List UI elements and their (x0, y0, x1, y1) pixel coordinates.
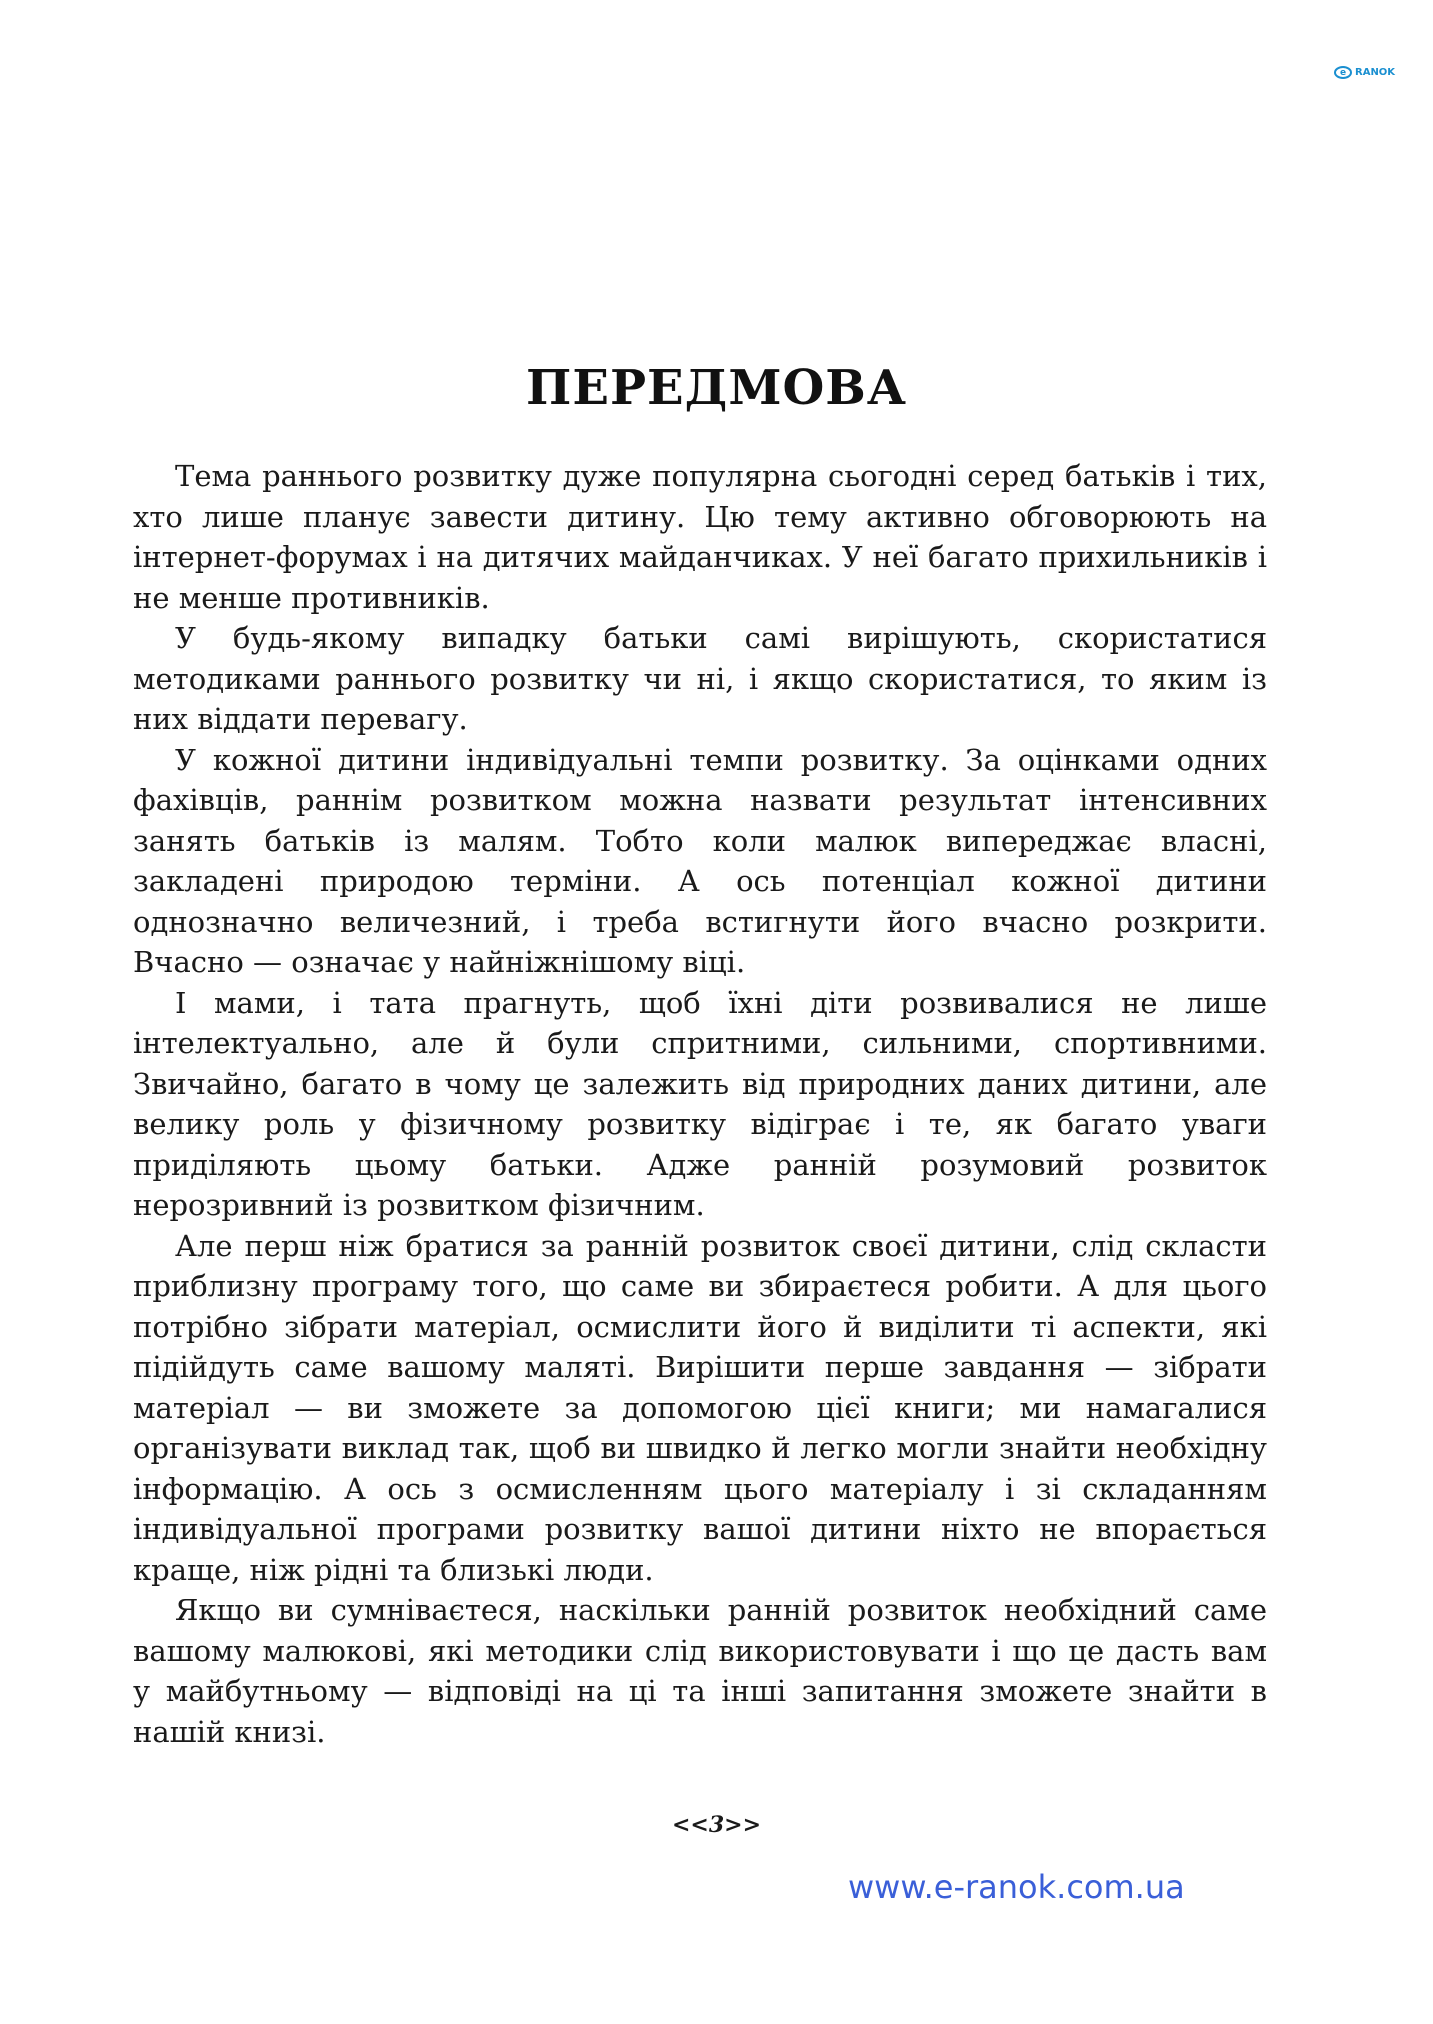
body-text (133, 456, 1267, 1752)
paragraph: Якщо ви сумніваєтеся, наскільки ранній розвиток необхідний саме вашому малюкові, які методики слід використовувати і що це дасть вам у майбутньому — відповіді на ці та інші запитання зможете знайти в нашій книзі. (133, 1593, 1267, 1749)
paragraph: І мами, і тата прагнуть, щоб їхні діти розвивалися не лише інтелектуально, але й були спритними, сильними, спортивними. Звичайно, багато в чому це залежить від природних даних дитини, але велику роль у фізичному розвитку відіграє і те, як багато уваги приділяють цьому батьки. Адже ранній розумовий розвиток нерозривний із розвитком фізичним. (133, 985, 1267, 1222)
paragraph: Але перш ніж братися за ранній розвиток своєї дитини, слід скласти приблизну програму того, що саме ви збираєтеся робити. А для цього потрібно зібрати матеріал, осмислити його й виділити ті аспекти, які підійдуть саме вашому маляті. Вирішити перше завдання — зібрати матеріал — ви зможете за допомогою цієї книги; ми намагалися організувати виклад так, щоб ви швидко й легко могли знайти необхідну інформацію. А ось з осмисленням цього матеріалу і зі складанням індивідуальної програми розвитку вашої дитини ніхто не впорається краще, ніж рідні та близькі люди. (133, 1228, 1267, 1587)
e-logo-icon: e (1334, 66, 1352, 79)
paragraph: У кожної дитини індивідуальні темпи розвитку. За оцінками одних фахівців, раннім розвитком можна назвати результат інтенсивних занять батьків із малям. Тобто коли малюк випереджає власні, закладені природою терміни. А ось потенціал кожної дитини однозначно величезний, і треба встигнути його вчасно розкрити. Вчасно — означає у найніжнішому віці. (133, 742, 1267, 979)
paragraph: Тема раннього розвитку дуже популярна сьогодні серед батьків і тих, хто лише планує завести дитину. Цю тему активно обговорюють на інтернет-форумах і на дитячих майданчиках. У неї багато прихильників і не менше противників. (133, 459, 1267, 615)
page-title: ПЕРЕДМОВА (526, 360, 907, 416)
page-number: <<3>> (671, 1812, 762, 1838)
paragraph: У будь-якому випадку батьки самі вирішують, скористатися методиками раннього розвитку чи ні, і якщо скористатися, то яким із них віддати перевагу. (133, 621, 1267, 736)
publisher-logo (1334, 66, 1395, 79)
website-link[interactable]: www.e-ranok.com.ua (848, 1868, 1185, 1906)
logo-text: RANOK (1355, 67, 1396, 78)
